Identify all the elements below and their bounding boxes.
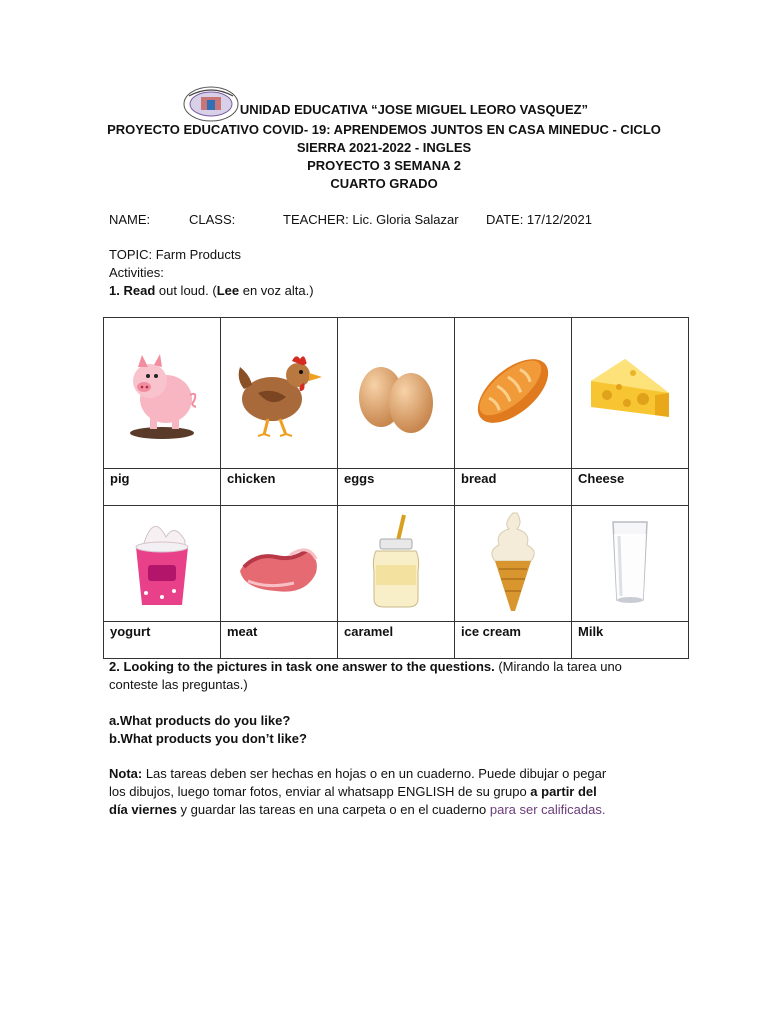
task-1-out-loud: out loud. ( xyxy=(155,283,217,298)
note-label: Nota: xyxy=(109,766,143,781)
note-text-3b: y guardar las tareas en una carpeta o en el cuaderno xyxy=(176,802,490,817)
pig-cell xyxy=(104,318,221,469)
eggs-cell xyxy=(338,318,455,469)
task-1-lee: Lee xyxy=(216,283,240,298)
cheese-icon xyxy=(585,341,675,441)
task-1-number: 1. xyxy=(109,283,120,298)
milk-cell xyxy=(572,506,689,622)
task-1-read: Read xyxy=(123,283,156,298)
task-2-bold: 2. Looking to the pictures in task one answer to the questions. xyxy=(109,659,495,674)
task-1-instruction xyxy=(109,282,314,300)
bread-label: bread xyxy=(455,469,572,506)
topic: TOPIC: Farm Products xyxy=(109,247,241,262)
project-line-1: PROYECTO EDUCATIVO COVID- 19: APRENDEMOS JUNTOS EN CASA MINEDUC - CICLO xyxy=(107,122,661,137)
caramel-label: caramel xyxy=(338,622,455,659)
task-2-normal: (Mirando la tarea uno xyxy=(494,659,622,674)
milk-label: Milk xyxy=(572,622,689,659)
bread-icon xyxy=(468,341,558,441)
chicken-label: chicken xyxy=(221,469,338,506)
task-2-instruction xyxy=(109,658,622,676)
cheese-cell xyxy=(572,318,689,469)
meat-cell xyxy=(221,506,338,622)
meat-label: meat xyxy=(221,622,338,659)
task-2-line-2: conteste las preguntas.) xyxy=(109,677,248,692)
meat-icon xyxy=(234,511,324,611)
milk-glass-icon xyxy=(605,516,655,606)
farm-products-grid xyxy=(103,317,689,659)
note-text-2b: a partir del xyxy=(530,784,597,799)
note-text-2a: los dibujos, luego tomar fotos, enviar al whatsapp ENGLISH de su grupo xyxy=(109,784,531,799)
ice-cream-label: ice cream xyxy=(455,622,572,659)
caramel-cell xyxy=(338,506,455,622)
ice-cream-icon xyxy=(483,509,543,614)
bread-cell xyxy=(455,318,572,469)
pig-icon xyxy=(122,341,202,441)
caramel-jar-icon xyxy=(366,511,426,611)
note-line-1 xyxy=(109,765,606,783)
yogurt-icon xyxy=(122,509,202,614)
activities-label: Activities: xyxy=(109,265,164,280)
project-week: PROYECTO 3 SEMANA 2 xyxy=(307,158,461,173)
name-label: NAME: xyxy=(109,212,151,227)
school-name: UNIDAD EDUCATIVA “JOSE MIGUEL LEORO VASQUEZ” xyxy=(239,102,589,117)
eggs-label: eggs xyxy=(338,469,455,506)
note-text-3c: para ser calificadas. xyxy=(489,802,606,817)
chicken-cell xyxy=(221,318,338,469)
yogurt-label: yogurt xyxy=(104,622,221,659)
yogurt-cell xyxy=(104,506,221,622)
teacher-label: TEACHER: Lic. Gloria Salazar xyxy=(283,212,459,227)
question-a: a.What products do you like? xyxy=(109,713,291,728)
date-label: DATE: 17/12/2021 xyxy=(486,212,592,227)
question-b: b.What products you don’t like? xyxy=(109,731,307,746)
eggs-icon xyxy=(351,341,441,441)
ice-cream-cell xyxy=(455,506,572,622)
chicken-icon xyxy=(232,341,327,441)
note-line-3 xyxy=(109,801,606,819)
grade: CUARTO GRADO xyxy=(330,176,438,191)
pig-label: pig xyxy=(104,469,221,506)
note-line-2 xyxy=(109,783,597,801)
project-line-2: SIERRA 2021-2022 - INGLES xyxy=(296,140,472,155)
note-text-3a: día viernes xyxy=(109,802,177,817)
task-1-rest: en voz alta.) xyxy=(239,283,314,298)
class-label: CLASS: xyxy=(189,212,236,227)
note-text-1: Las tareas deben ser hechas en hojas o en un cuaderno. Puede dibujar o pegar xyxy=(142,766,607,781)
cheese-label: Cheese xyxy=(572,469,689,506)
